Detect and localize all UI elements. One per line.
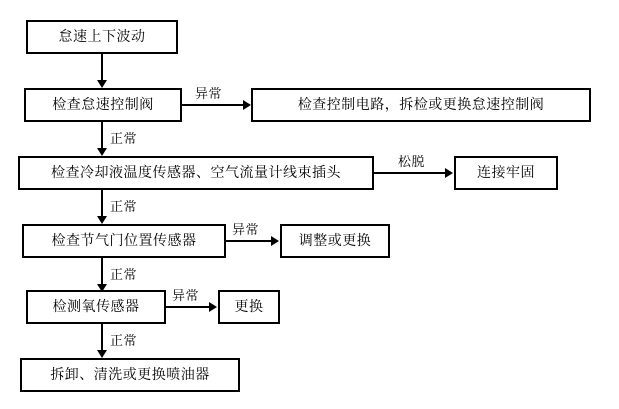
- node-inspect-circuit-replace-valve: [251, 88, 591, 122]
- node-check-oxygen-sensor: [26, 290, 166, 324]
- edge-label-loose: 松脱: [398, 154, 426, 169]
- arrowhead-down-1: [97, 80, 107, 88]
- node-check-idle-control-valve: [24, 88, 182, 122]
- node-label: 连接牢固: [477, 164, 535, 181]
- node-connection-secure: [454, 156, 558, 190]
- arrowhead-right-3: [271, 236, 279, 246]
- connector-check-o2-to-replace: [166, 306, 214, 308]
- node-remove-clean-or-replace-injector: [20, 358, 240, 392]
- connector-start-to-check-valve: [101, 54, 103, 82]
- node-label: 怠速上下波动: [58, 28, 146, 45]
- node-start: [26, 20, 178, 54]
- node-label: 更换: [234, 298, 264, 315]
- node-label: 检查节气门位置传感器: [51, 232, 197, 249]
- connector-check-o2-to-injector: [101, 324, 103, 352]
- arrowhead-right-4: [209, 302, 217, 312]
- node-label: 检测氧传感器: [52, 298, 140, 315]
- edge-label-abnormal-1: 异常: [195, 86, 223, 101]
- connector-check-tps-to-check-o2: [101, 258, 103, 286]
- node-check-throttle-position-sensor: [22, 224, 226, 258]
- arrowhead-down-3: [97, 216, 107, 224]
- edge-label-normal-2: 正常: [110, 199, 138, 214]
- edge-label-abnormal-3: 异常: [172, 288, 200, 303]
- arrowhead-down-2: [97, 148, 107, 156]
- node-replace: [218, 290, 280, 324]
- edge-label-normal-4: 正常: [110, 333, 138, 348]
- connector-check-valve-to-check-sensor: [101, 122, 103, 150]
- node-label: 检查怠速控制阀: [52, 96, 154, 113]
- connector-check-sensor-to-check-tps: [101, 190, 103, 218]
- node-label: 检查控制电路，拆检或更换怠速控制阀: [297, 96, 545, 113]
- edge-label-normal-3: 正常: [110, 267, 138, 282]
- node-label: 检查冷却液温度传感器、空气流量计线束插头: [51, 164, 341, 181]
- arrowhead-right-1: [243, 100, 251, 110]
- connector-check-tps-to-adjust: [226, 240, 276, 242]
- edge-label-normal-1: 正常: [110, 131, 138, 146]
- edge-label-abnormal-2: 异常: [232, 222, 260, 237]
- arrowhead-down-5: [97, 350, 107, 358]
- connector-check-valve-to-fix-valve: [182, 104, 248, 106]
- node-check-coolant-temp-and-maf-connectors: [18, 156, 374, 190]
- arrowhead-right-2: [445, 168, 453, 178]
- connector-check-sensor-to-connect-firm: [374, 172, 450, 174]
- node-label: 调整或更换: [298, 232, 372, 249]
- node-label: 拆卸、清洗或更换喷油器: [50, 366, 210, 383]
- node-adjust-or-replace: [280, 224, 390, 258]
